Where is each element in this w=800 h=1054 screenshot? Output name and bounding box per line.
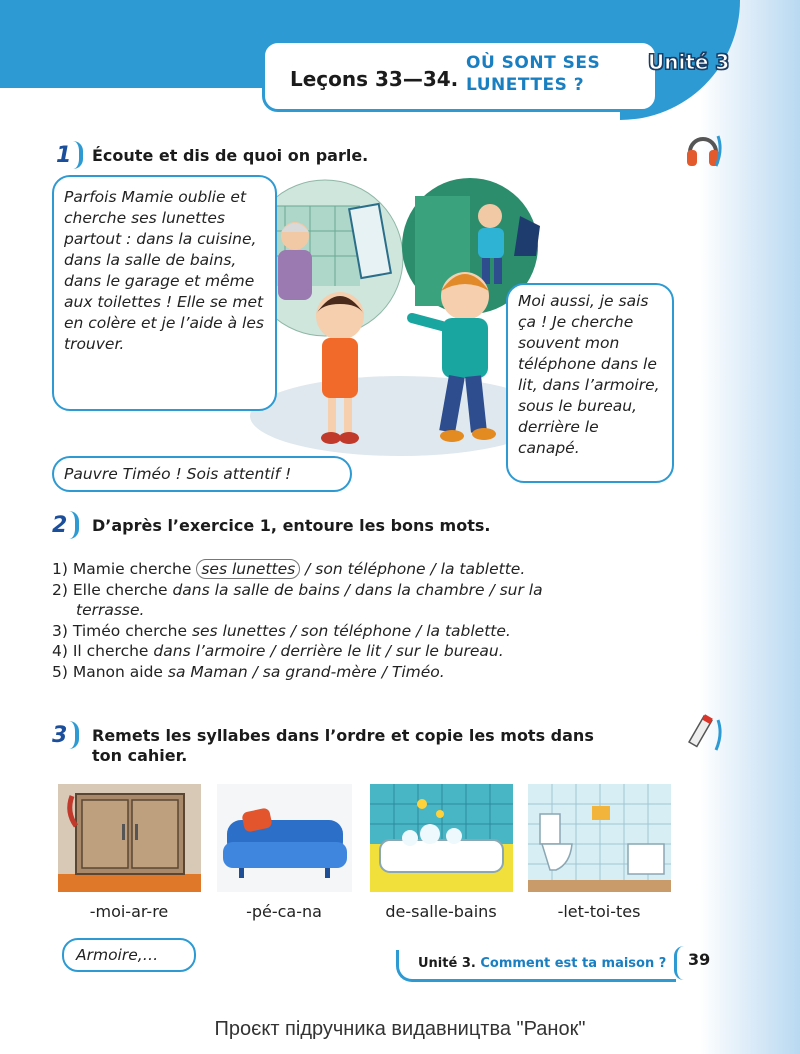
- list-item: 5) Manon aide sa Maman / sa grand-mère / Timéo.: [52, 662, 445, 681]
- picture-label: -let-toi-tes: [557, 902, 641, 921]
- list-item: 4) Il cherche dans l’armoire / derrière le lit / sur le bureau.: [52, 642, 504, 660]
- answer-bubble: [62, 938, 196, 972]
- footer-unit-title: Unité 3. Comment est ta maison ?: [418, 956, 667, 971]
- exercise-number: 3: [52, 723, 68, 748]
- bubble-text: Parfois Mamie oublie et cherche ses lunettes partout : dans la cuisine, dans la salle de bains, dans le garage et même aux toilettes ! Elle se met en colère et je l’aide à les trouver.: [64, 188, 264, 353]
- exercise-number: 2: [52, 513, 68, 538]
- list-item: 3) Timéo cherche ses lunettes / son téléphone / la tablette.: [52, 621, 511, 640]
- page-title: OÙ SONT SES LUNETTES ?: [466, 53, 601, 95]
- speech-bubble-grandma: [52, 175, 277, 411]
- bathtub-image: [370, 784, 513, 892]
- bubble-text: Moi aussi, je sais ça ! Je cherche souvent mon téléphone dans le lit, dans l’armoire, sous le bureau, derrière le canapé.: [518, 292, 660, 457]
- lesson-title: Leçons 33—34.: [290, 67, 459, 91]
- page-number: 39: [688, 950, 711, 969]
- unit-badge: Unité 3: [648, 50, 730, 74]
- bubble-text: Armoire,…: [76, 946, 159, 964]
- speech-bubble-timeo: [506, 283, 674, 483]
- bubble-text: Pauvre Timéo ! Sois attentif !: [64, 465, 292, 483]
- exercise-instruction: Écoute et dis de quoi on parle.: [92, 146, 369, 165]
- list-item: 1) Mamie cherche ses lunettes / son téléphone / la tablette.: [52, 560, 526, 578]
- exercise-list: [52, 559, 642, 682]
- page-number-bracket: [674, 946, 685, 980]
- headphones-icon[interactable]: [684, 130, 722, 170]
- picture-label: -moi-ar-re: [89, 902, 169, 921]
- exercise-number: 1: [56, 143, 72, 168]
- wardrobe-image: [58, 784, 201, 892]
- list-item: 2) Elle cherche dans la salle de bains / dans la chambre / sur la: [52, 580, 543, 599]
- list-item-continued: terrasse.: [76, 601, 145, 619]
- toilet-image: [528, 784, 671, 892]
- pencil-icon[interactable]: [682, 712, 722, 756]
- publisher-note: Проєкт підручника видавництва "Ранок": [214, 1018, 586, 1040]
- sofa-image: [213, 784, 356, 892]
- speech-bubble-manon: [52, 456, 352, 492]
- exercise-instruction: D’après l’exercice 1, entoure les bons mots.: [92, 516, 491, 535]
- exercise-instruction: Remets les syllabes dans l’ordre et copie les mots dans ton cahier.: [92, 726, 594, 765]
- picture-label: de-salle-bains: [385, 902, 497, 921]
- picture-label: -pé-ca-na: [246, 902, 322, 921]
- circled-answer[interactable]: ses lunettes: [196, 559, 300, 579]
